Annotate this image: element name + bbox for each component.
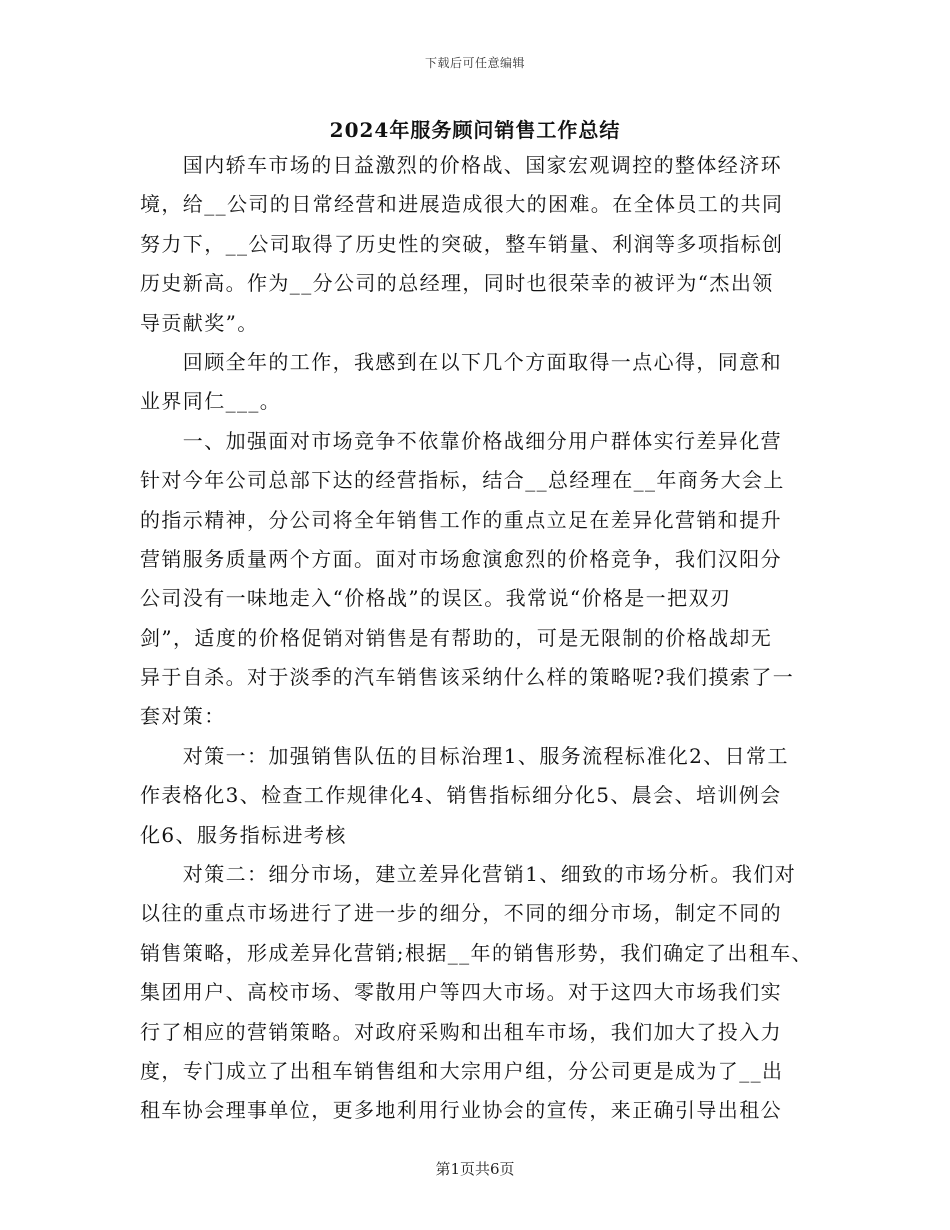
body-line: 租车协会理事单位，更多地利用行业协会的宣传，来正确引导出租公: [140, 1098, 782, 1123]
body-line: 回顾全年的工作，我感到在以下几个方面取得一点心得，同意和: [140, 349, 782, 374]
body-line: 行了相应的营销策略。对政府采购和出租车市场，我们加大了投入力: [140, 1019, 782, 1044]
body-line: 国内轿车市场的日益激烈的价格战、国家宏观调控的整体经济环: [140, 153, 782, 177]
body-line: 作表格化3、检查工作规律化4、销售指标细分化5、晨会、培训例会: [140, 783, 782, 808]
body-line: 公司没有一味地走入“价格战”的误区。我常说“价格是一把双刃: [140, 586, 732, 611]
page-header: 下载后可任意编辑: [424, 56, 525, 70]
body-line: 集团用户、高校市场、零散用户等四大市场。对于这四大市场我们实: [140, 980, 782, 1005]
body-line: 历史新高。作为__分公司的总经理，同时也很荣幸的被评为“杰出领: [140, 271, 774, 296]
body-line: 以往的重点市场进行了进一步的细分，不同的细分市场，制定不同的: [140, 901, 782, 926]
document-title: 2024年服务顾问销售工作总结: [329, 118, 621, 142]
body-line: 导贡献奖”。: [140, 310, 259, 335]
body-line: 营销服务质量两个方面。面对市场愈演愈烈的价格竞争，我们汉阳分: [140, 546, 782, 571]
body-line: 化6、服务指标进考核: [140, 822, 347, 847]
document-body: [140, 146, 830, 1131]
body-line: 努力下，__公司取得了历史性的突破，整车销量、利润等多项指标创: [140, 231, 784, 256]
body-line: 剑”，适度的价格促销对销售是有帮助的，可是无限制的价格战却无: [140, 625, 773, 650]
body-line: 度，专门成立了出租车销售组和大宗用户组，分公司更是成为了__出: [140, 1058, 784, 1083]
body-line: 的指示精神，分公司将全年销售工作的重点立足在差异化营销和提升: [140, 507, 782, 532]
page-footer: 第1页共6页: [435, 1160, 515, 1178]
body-line: 一、加强面对市场竞争不依靠价格战细分用户群体实行差异化营: [140, 428, 782, 453]
body-line: 针对今年公司总部下达的经营指标，结合__总经理在__年商务大会上: [140, 468, 785, 493]
body-line: 异于自杀。对于淡季的汽车销售该采纳什么样的策略呢?我们摸索了一: [140, 665, 795, 690]
body-line: 销售策略，形成差异化营销;根据__年的销售形势，我们确定了出租车、: [140, 940, 813, 965]
body-line: 业界同仁___。: [140, 389, 282, 414]
body-line: 对策一：加强销售队伍的目标治理1、服务流程标准化2、日常工: [140, 743, 789, 768]
body-line: 对策二：细分市场，建立差异化营销1、细致的市场分析。我们对: [140, 862, 797, 887]
body-line: 境，给__公司的日常经营和进展造成很大的困难。在全体员工的共同: [140, 192, 784, 217]
body-line: 套对策：: [140, 704, 226, 729]
